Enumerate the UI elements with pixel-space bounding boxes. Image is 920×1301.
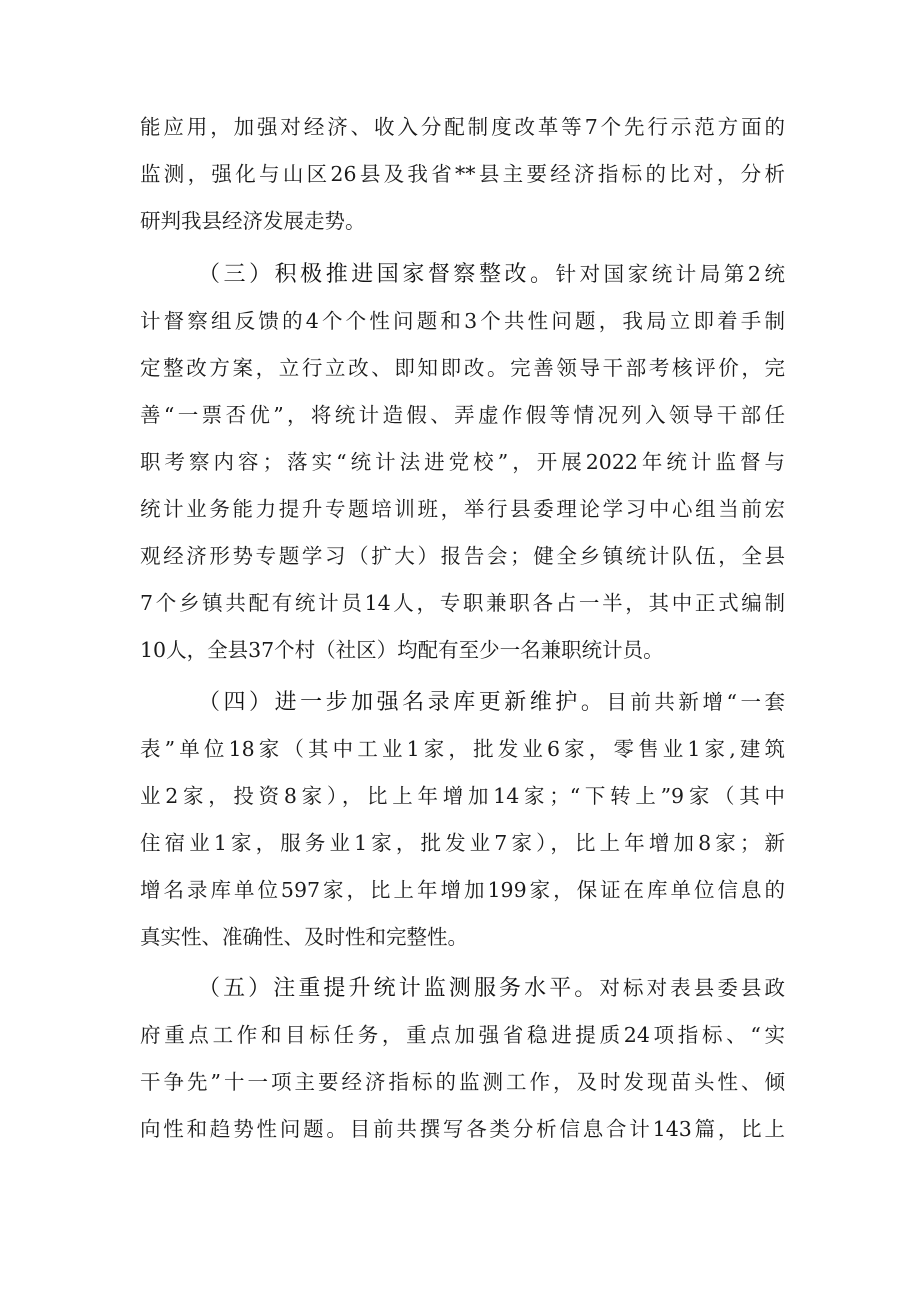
text-line-first [140,965,785,1012]
section-heading: （三）积极推进国家督察整改。 [198,262,556,287]
text-line: 计督察组反馈的4个个性问题和3个共性问题，我局立即着手制 [140,309,785,333]
paragraph-supervision-rectification [140,251,785,674]
text-line: 研判我县经济发展走势。 [140,209,366,233]
section-heading: （四）进一步加强名录库更新维护。 [198,690,607,715]
text-line: 府重点工作和目标任务，重点加强省稳进提质24项指标、“实 [140,1023,785,1047]
text-line: 住宿业1家，服务业1家，批发业7家），比上年增加8家；新 [140,831,785,855]
text-line: 表”单位18家（其中工业1家，批发业6家，零售业1家,建筑 [140,737,785,761]
text-line: 统计业务能力提升专题培训班，举行县委理论学习中心组当前宏 [140,497,785,521]
text-line: 观经济形势专题学习（扩大）报告会；健全乡镇统计队伍，全县 [140,544,785,568]
text-line: 监测，强化与山区26县及我省**县主要经济指标的比对，分析 [140,162,785,186]
paragraph-continuation [140,104,785,245]
text-line: 真实性、准确性、及时性和完整性。 [140,925,468,949]
text-line: 10人，全县37个村（社区）均配有至少一名兼职统计员。 [140,638,664,662]
text-line: 善“一票否优”，将统计造假、弄虚作假等情况列入领导干部任 [140,403,785,427]
text-fragment: 针对国家统计局第2统 [555,262,785,286]
paragraph-directory-maintenance [140,679,785,961]
text-line: 增名录库单位597家，比上年增加199家，保证在库单位信息的 [140,878,785,902]
text-line: 7个乡镇共配有统计员14人，专职兼职各占一半，其中正式编制 [140,591,785,615]
text-line-first [140,679,785,726]
text-line: 向性和趋势性问题。目前共撰写各类分析信息合计143篇，比上 [140,1117,785,1141]
section-heading: （五）注重提升统计监测服务水平。 [198,976,600,1001]
text-line: 干争先”十一项主要经济指标的监测工作，及时发现苗头性、倾 [140,1070,785,1094]
text-line: 能应用，加强对经济、收入分配制度改革等7个先行示范方面的 [140,115,785,139]
text-fragment: 对标对表县委县政 [599,976,785,1000]
text-line-first [140,251,785,298]
text-line: 职考察内容；落实“统计法进党校”，开展2022年统计监督与 [140,450,785,474]
text-fragment: 目前共新增“一套 [606,690,785,714]
paragraph-monitoring-service [140,965,785,1153]
text-line: 定整改方案，立行立改、即知即改。完善领导干部考核评价，完 [140,356,785,380]
text-line: 业2家，投资8家），比上年增加14家；“下转上”9家（其中 [140,784,785,808]
